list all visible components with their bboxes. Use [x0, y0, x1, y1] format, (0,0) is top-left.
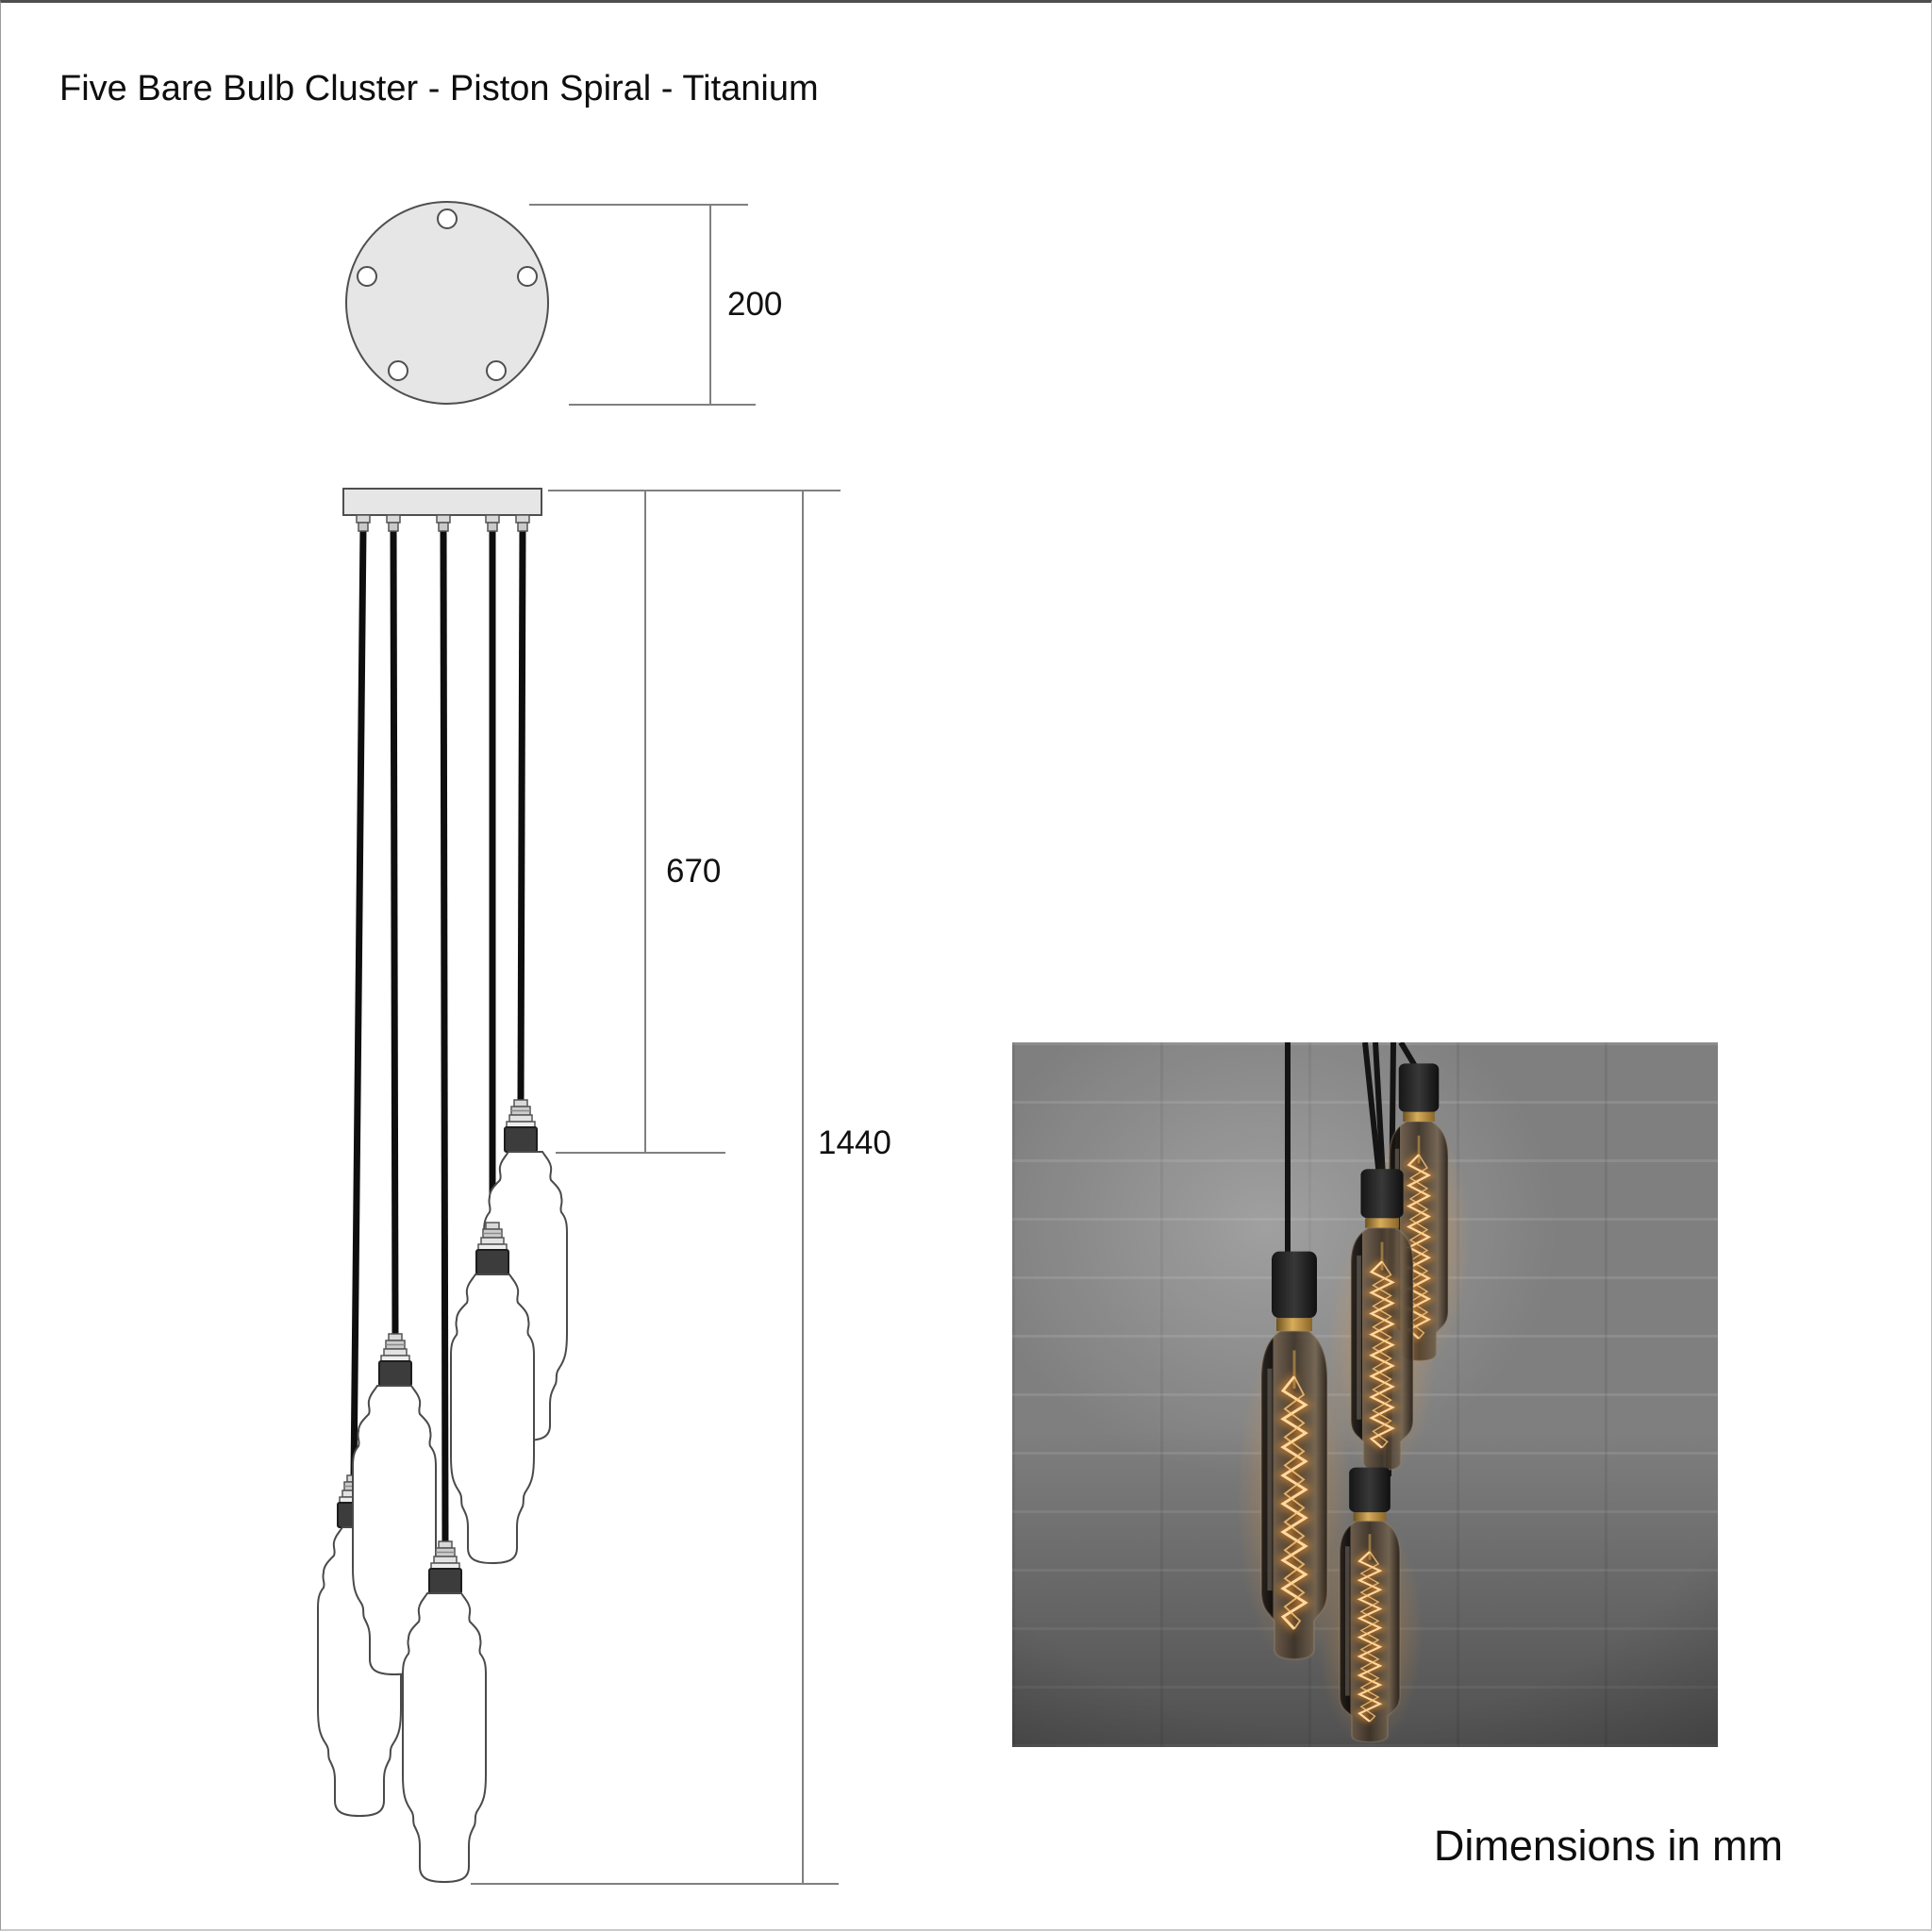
mounting-hole	[389, 361, 408, 380]
ceiling-plate-side-view	[343, 489, 541, 515]
units-note: Dimensions in mm	[1433, 1822, 1783, 1870]
dim-label-670: 670	[666, 853, 722, 890]
cable	[521, 529, 523, 1102]
photo-bulbs	[1012, 1042, 1718, 1747]
ceiling-plate-top-view	[346, 202, 548, 404]
mounting-hole	[358, 267, 376, 286]
dim-label-1440: 1440	[818, 1124, 891, 1161]
mounting-hole	[518, 267, 537, 286]
cable	[354, 529, 363, 1477]
dim-label-200: 200	[727, 286, 783, 323]
page-title: Five Bare Bulb Cluster - Piston Spiral - Titanium	[59, 69, 819, 108]
dimension-plate-diameter	[529, 205, 756, 405]
cable	[393, 529, 395, 1336]
pendant-front-view	[318, 489, 567, 1882]
mounting-hole	[487, 361, 506, 380]
product-photo	[1012, 1042, 1718, 1747]
ceiling-plate-disc	[346, 202, 548, 404]
mounting-hole	[438, 209, 457, 228]
cable	[443, 529, 445, 1543]
technical-drawing	[1, 3, 944, 1931]
